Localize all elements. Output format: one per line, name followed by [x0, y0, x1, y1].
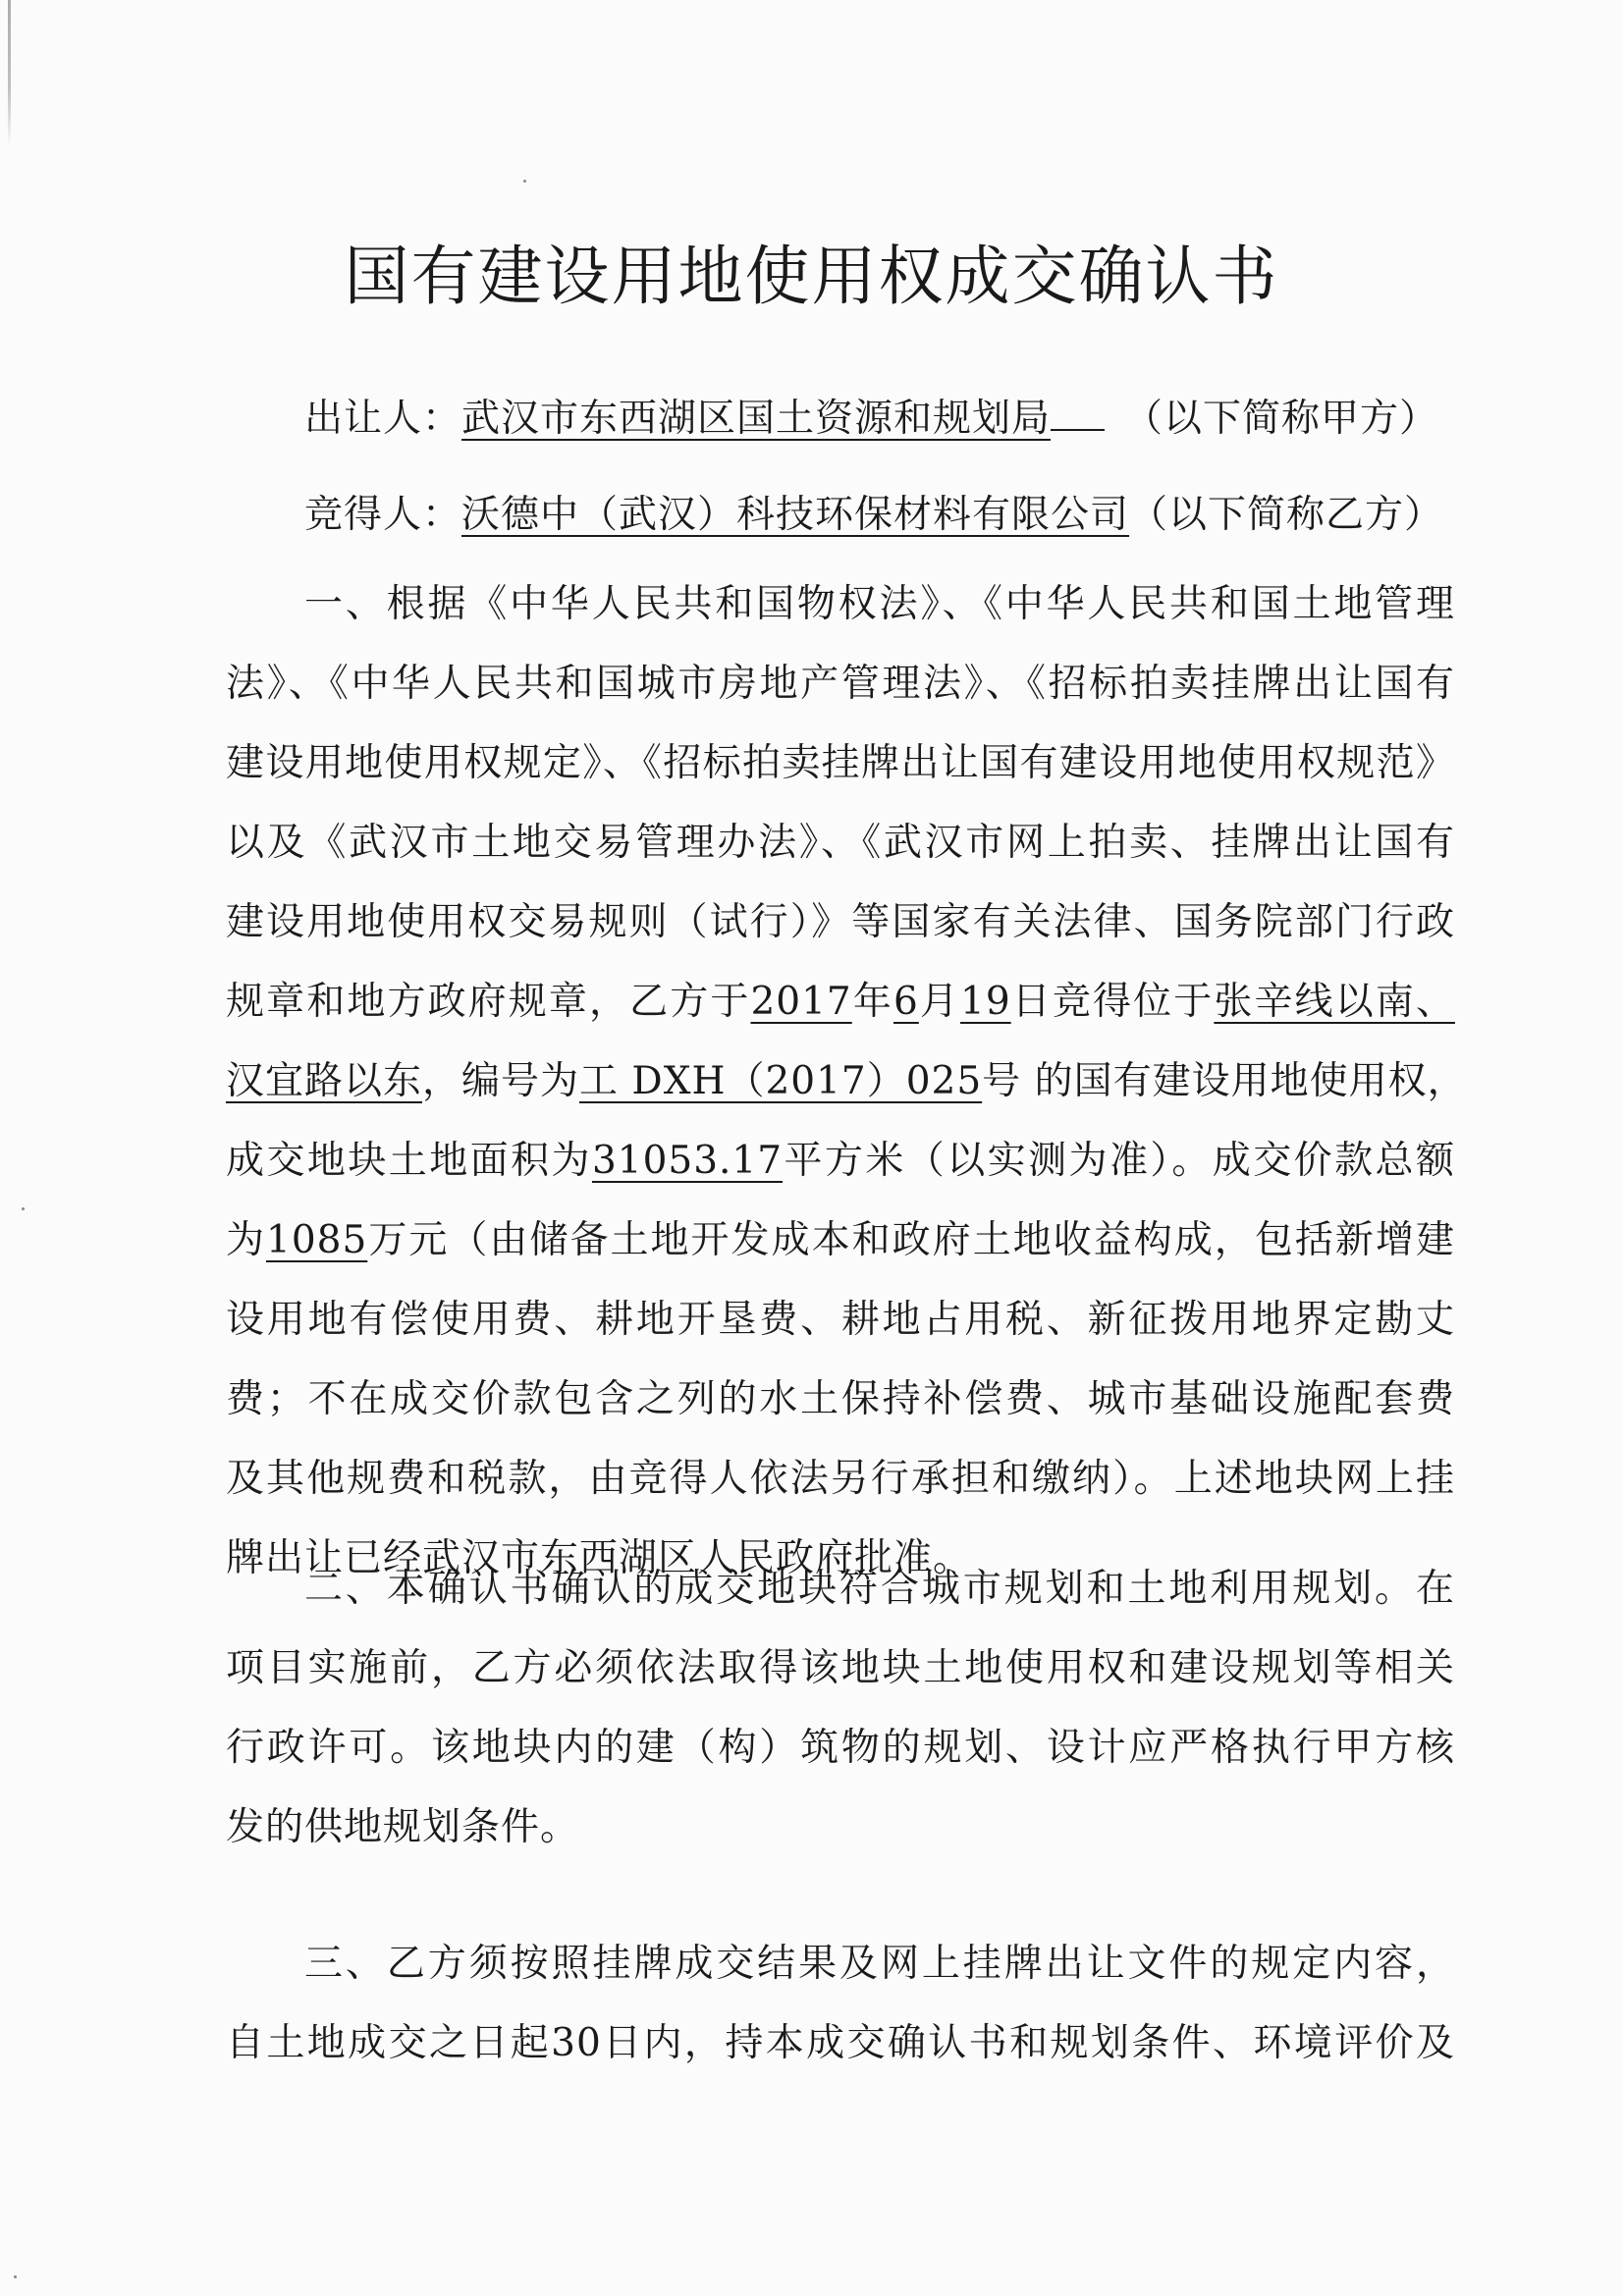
text-line: [226, 1121, 1455, 1201]
text-line: 一、根据《中华人民共和国物权法》、《中华人民共和国土地管理: [304, 582, 1455, 626]
scan-speck: [523, 180, 526, 183]
text-line: 行政许可。该地块内的建（构）筑物的规划、设计应严格执行甲方核: [226, 1726, 1455, 1770]
scan-edge: [8, 0, 11, 147]
section-2: [226, 1549, 1455, 1867]
section-3: [226, 1924, 1455, 2083]
text-fragment: 万元（由储备土地开发成本和政府土地收益构成，包括新增建: [367, 1218, 1455, 1262]
text-line: 以及《武汉市土地交易管理办法》、《武汉市网上拍卖、挂牌出让国有: [226, 821, 1455, 865]
bidder-label: 竞得人：: [304, 493, 462, 537]
text-fragment: ，编号为: [422, 1059, 580, 1103]
text-line: 牌出让已经武汉市东西湖区人民政府批准。: [226, 1536, 973, 1580]
text-line: 法》、《中华人民共和国城市房地产管理法》、《招标拍卖挂牌出让国有: [226, 662, 1455, 706]
parcel-number: 工 DXH（2017）025: [579, 1059, 983, 1103]
text-line: 建设用地使用权规定》、《招标拍卖挂牌出让国有建设用地使用权规范》: [226, 741, 1455, 785]
transferor-label: 出让人：: [304, 397, 462, 441]
deal-month: 6: [893, 980, 919, 1024]
text-fragment: 为: [226, 1218, 267, 1262]
scan-speck: [14, 2275, 17, 2278]
text-line: 项目实施前，乙方必须依法取得该地块土地使用权和建设规划等相关: [226, 1646, 1455, 1690]
text-line: [226, 1041, 1467, 1121]
bidder-name: 沃德中（武汉）科技环保材料有限公司: [461, 493, 1130, 537]
text-fragment: 月: [918, 980, 961, 1024]
text-fragment: 号 的国有建设用地使用权，: [982, 1059, 1467, 1103]
text-line: 二、本确认书确认的成交地块符合城市规划和土地利用规划。在: [304, 1567, 1455, 1611]
page-title: 国有建设用地使用权成交确认书: [344, 239, 1279, 314]
deal-day: 19: [960, 980, 1011, 1024]
underline-filler: [1051, 428, 1105, 431]
deal-price: 1085: [266, 1218, 368, 1262]
text-line: 发的供地规划条件。: [226, 1805, 580, 1849]
text-fragment: 规章和地方政府规章，乙方于: [226, 980, 751, 1024]
text-line: 自土地成交之日起30日内，持本成交确认书和规划条件、环境评价及: [226, 2021, 1455, 2065]
transferor-name: 武汉市东西湖区国土资源和规划局: [461, 397, 1052, 441]
text-line: 及其他规费和税款，由竞得人依法另行承担和缴纳）。上述地块网上挂: [226, 1457, 1455, 1501]
text-line: [226, 1201, 1455, 1280]
parcel-location: 张辛线以南、: [1214, 980, 1455, 1024]
section-1: [226, 564, 1467, 1598]
bidder-suffix: （以下简称乙方）: [1129, 493, 1444, 537]
text-line: [226, 962, 1455, 1041]
bidder-line: [304, 484, 1443, 539]
text-fragment: 平方米（以实测为准）。成交价款总额: [783, 1139, 1455, 1183]
deal-year: 2017: [750, 980, 852, 1024]
text-fragment: 日竞得位于: [1010, 980, 1215, 1024]
scan-speck: [22, 1207, 25, 1210]
transferor-suffix: （以下简称甲方）: [1124, 397, 1439, 441]
parcel-location: 汉宜路以东: [226, 1059, 423, 1103]
text-line: 设用地有偿使用费、耕地开垦费、耕地占用税、新征拨用地界定勘丈: [226, 1298, 1455, 1342]
text-line: 三、乙方须按照挂牌成交结果及网上挂牌出让文件的规定内容，: [304, 1942, 1455, 1986]
parcel-area: 31053.17: [591, 1139, 784, 1183]
text-fragment: 年: [851, 980, 893, 1024]
text-fragment: 成交地块土地面积为: [226, 1139, 592, 1183]
transferor-line: [304, 388, 1438, 443]
text-line: 建设用地使用权交易规则（试行）》等国家有关法律、国务院部门行政: [226, 900, 1455, 944]
text-line: 费；不在成交价款包含之列的水土保持补偿费、城市基础设施配套费: [226, 1377, 1455, 1421]
